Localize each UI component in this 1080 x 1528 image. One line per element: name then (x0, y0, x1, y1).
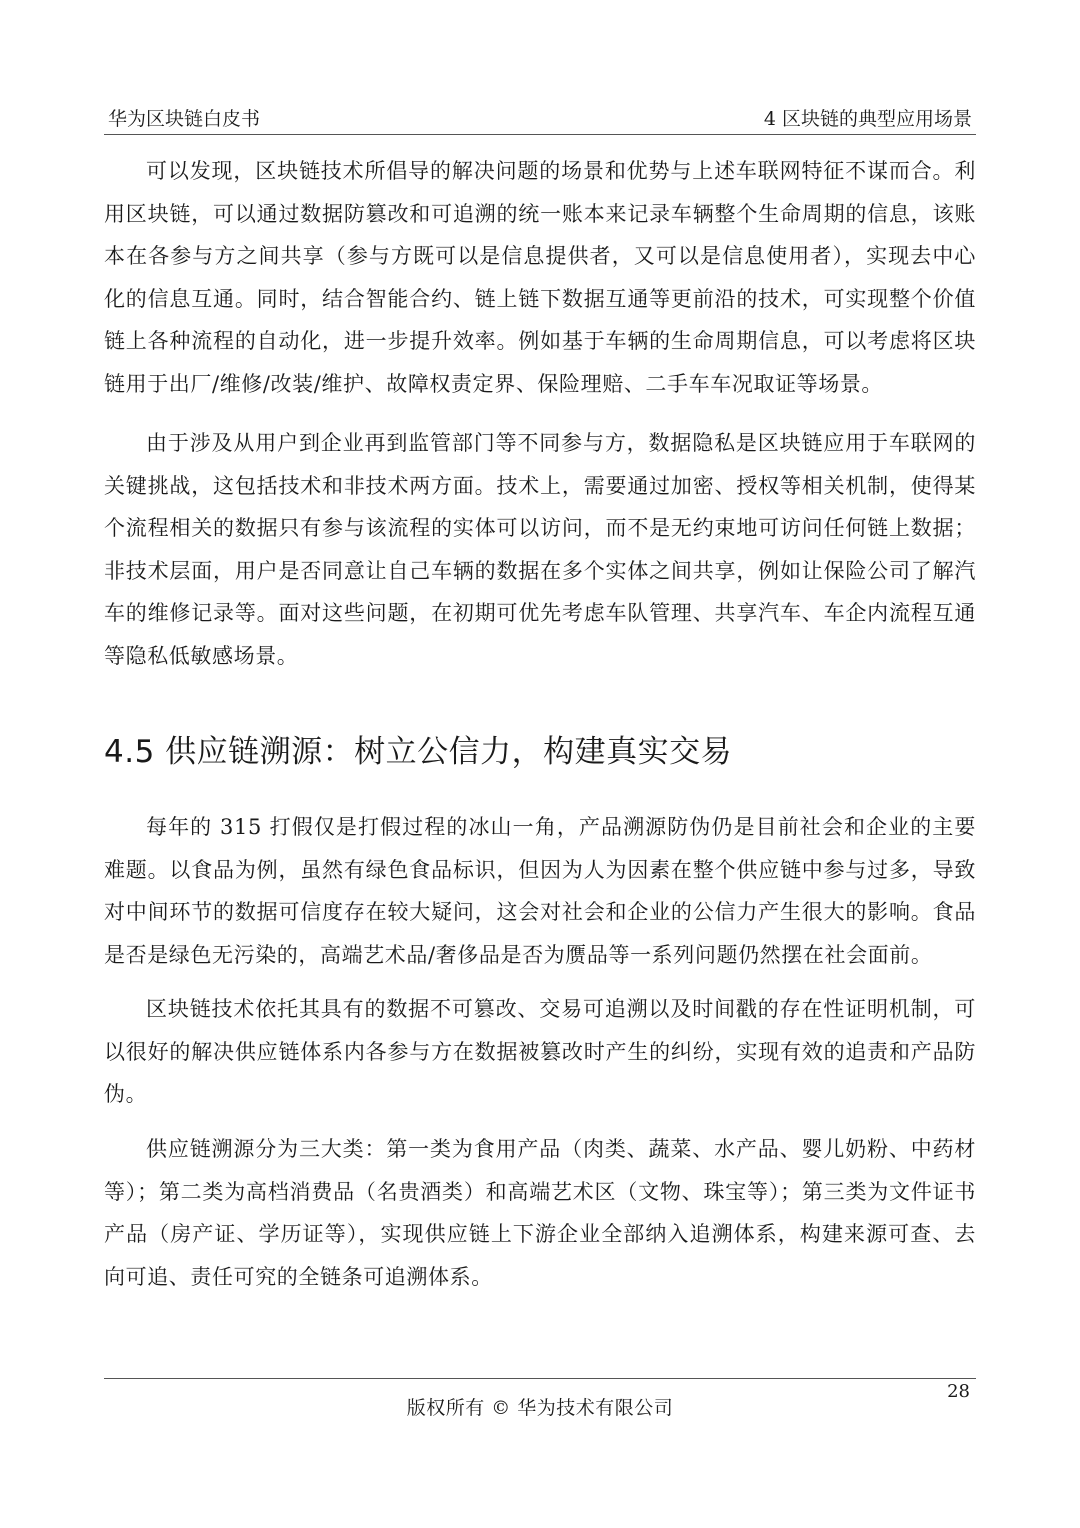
page-number: 28 (947, 1381, 970, 1402)
footer-divider (104, 1378, 976, 1379)
section-heading: 4.5 供应链溯源：树立公信力，构建真实交易 (104, 734, 733, 770)
copyright-notice: 版权所有 © 华为技术有限公司 (406, 1397, 674, 1419)
paragraph-anti-counterfeit: 每年的 315 打假仅是打假过程的冰山一角，产品溯源防伪仍是目前社会和企业的主要难题。以食品为例，虽然有绿色食品标识，但因为人为因素在整个供应链中参与过多，导致对中间环节的数据可信度存在较大疑问，这会对社会和企业的公信力产生很大的影响。食品是否是绿色无污染的，高端艺术品/奢侈品是否为赝品等一系列问题仍然摆在社会面前。 (104, 815, 976, 967)
paragraph-traceability-categories: 供应链溯源分为三大类：第一类为食用产品（肉类、蔬菜、水产品、婴儿奶粉、中药材等）；第二类为高档消费品（名贵酒类）和高端艺术区（文物、珠宝等）；第三类为文件证书产品（房产证、学历证等），实现供应链上下游企业全部纳入追溯体系，构建来源可查、去向可追、责任可究的全链条可追溯体系。 (104, 1137, 976, 1289)
page-header (104, 104, 976, 134)
header-chapter-title: 4 区块链的典型应用场景 (763, 108, 972, 130)
paragraph-blockchain-traceability: 区块链技术依托其具有的数据不可篡改、交易可追溯以及时间戳的存在性证明机制，可以很好的解决供应链体系内各参与方在数据被篡改时产生的纠纷，实现有效的追责和产品防伪。 (104, 997, 976, 1107)
header-divider (104, 134, 976, 135)
paragraph-vehicle-blockchain: 可以发现，区块链技术所倡导的解决问题的场景和优势与上述车联网特征不谋而合。利用区块链，可以通过数据防篡改和可追溯的统一账本来记录车辆整个生命周期的信息，该账本在各参与方之间共享（参与方既可以是信息提供者，又可以是信息使用者），实现去中心化的信息互通。同时，结合智能合约、链上链下数据互通等更前沿的技术，可实现整个价值链上各种流程的自动化，进一步提升效率。例如基于车辆的生命周期信息，可以考虑将区块链用于出厂/维修/改装/维护、故障权责定界、保险理赔、二手车车况取证等场景。 (104, 159, 976, 396)
paragraph-data-privacy: 由于涉及从用户到企业再到监管部门等不同参与方，数据隐私是区块链应用于车联网的关键挑战，这包括技术和非技术两方面。技术上，需要通过加密、授权等相关机制，使得某个流程相关的数据只有参与该流程的实体可以访问，而不是无约束地可访问任何链上数据；非技术层面，用户是否同意让自己车辆的数据在多个实体之间共享，例如让保险公司了解汽车的维修记录等。面对这些问题，在初期可优先考虑车队管理、共享汽车、车企内流程互通等隐私低敏感场景。 (104, 431, 976, 668)
header-document-title: 华为区块链白皮书 (108, 108, 261, 130)
